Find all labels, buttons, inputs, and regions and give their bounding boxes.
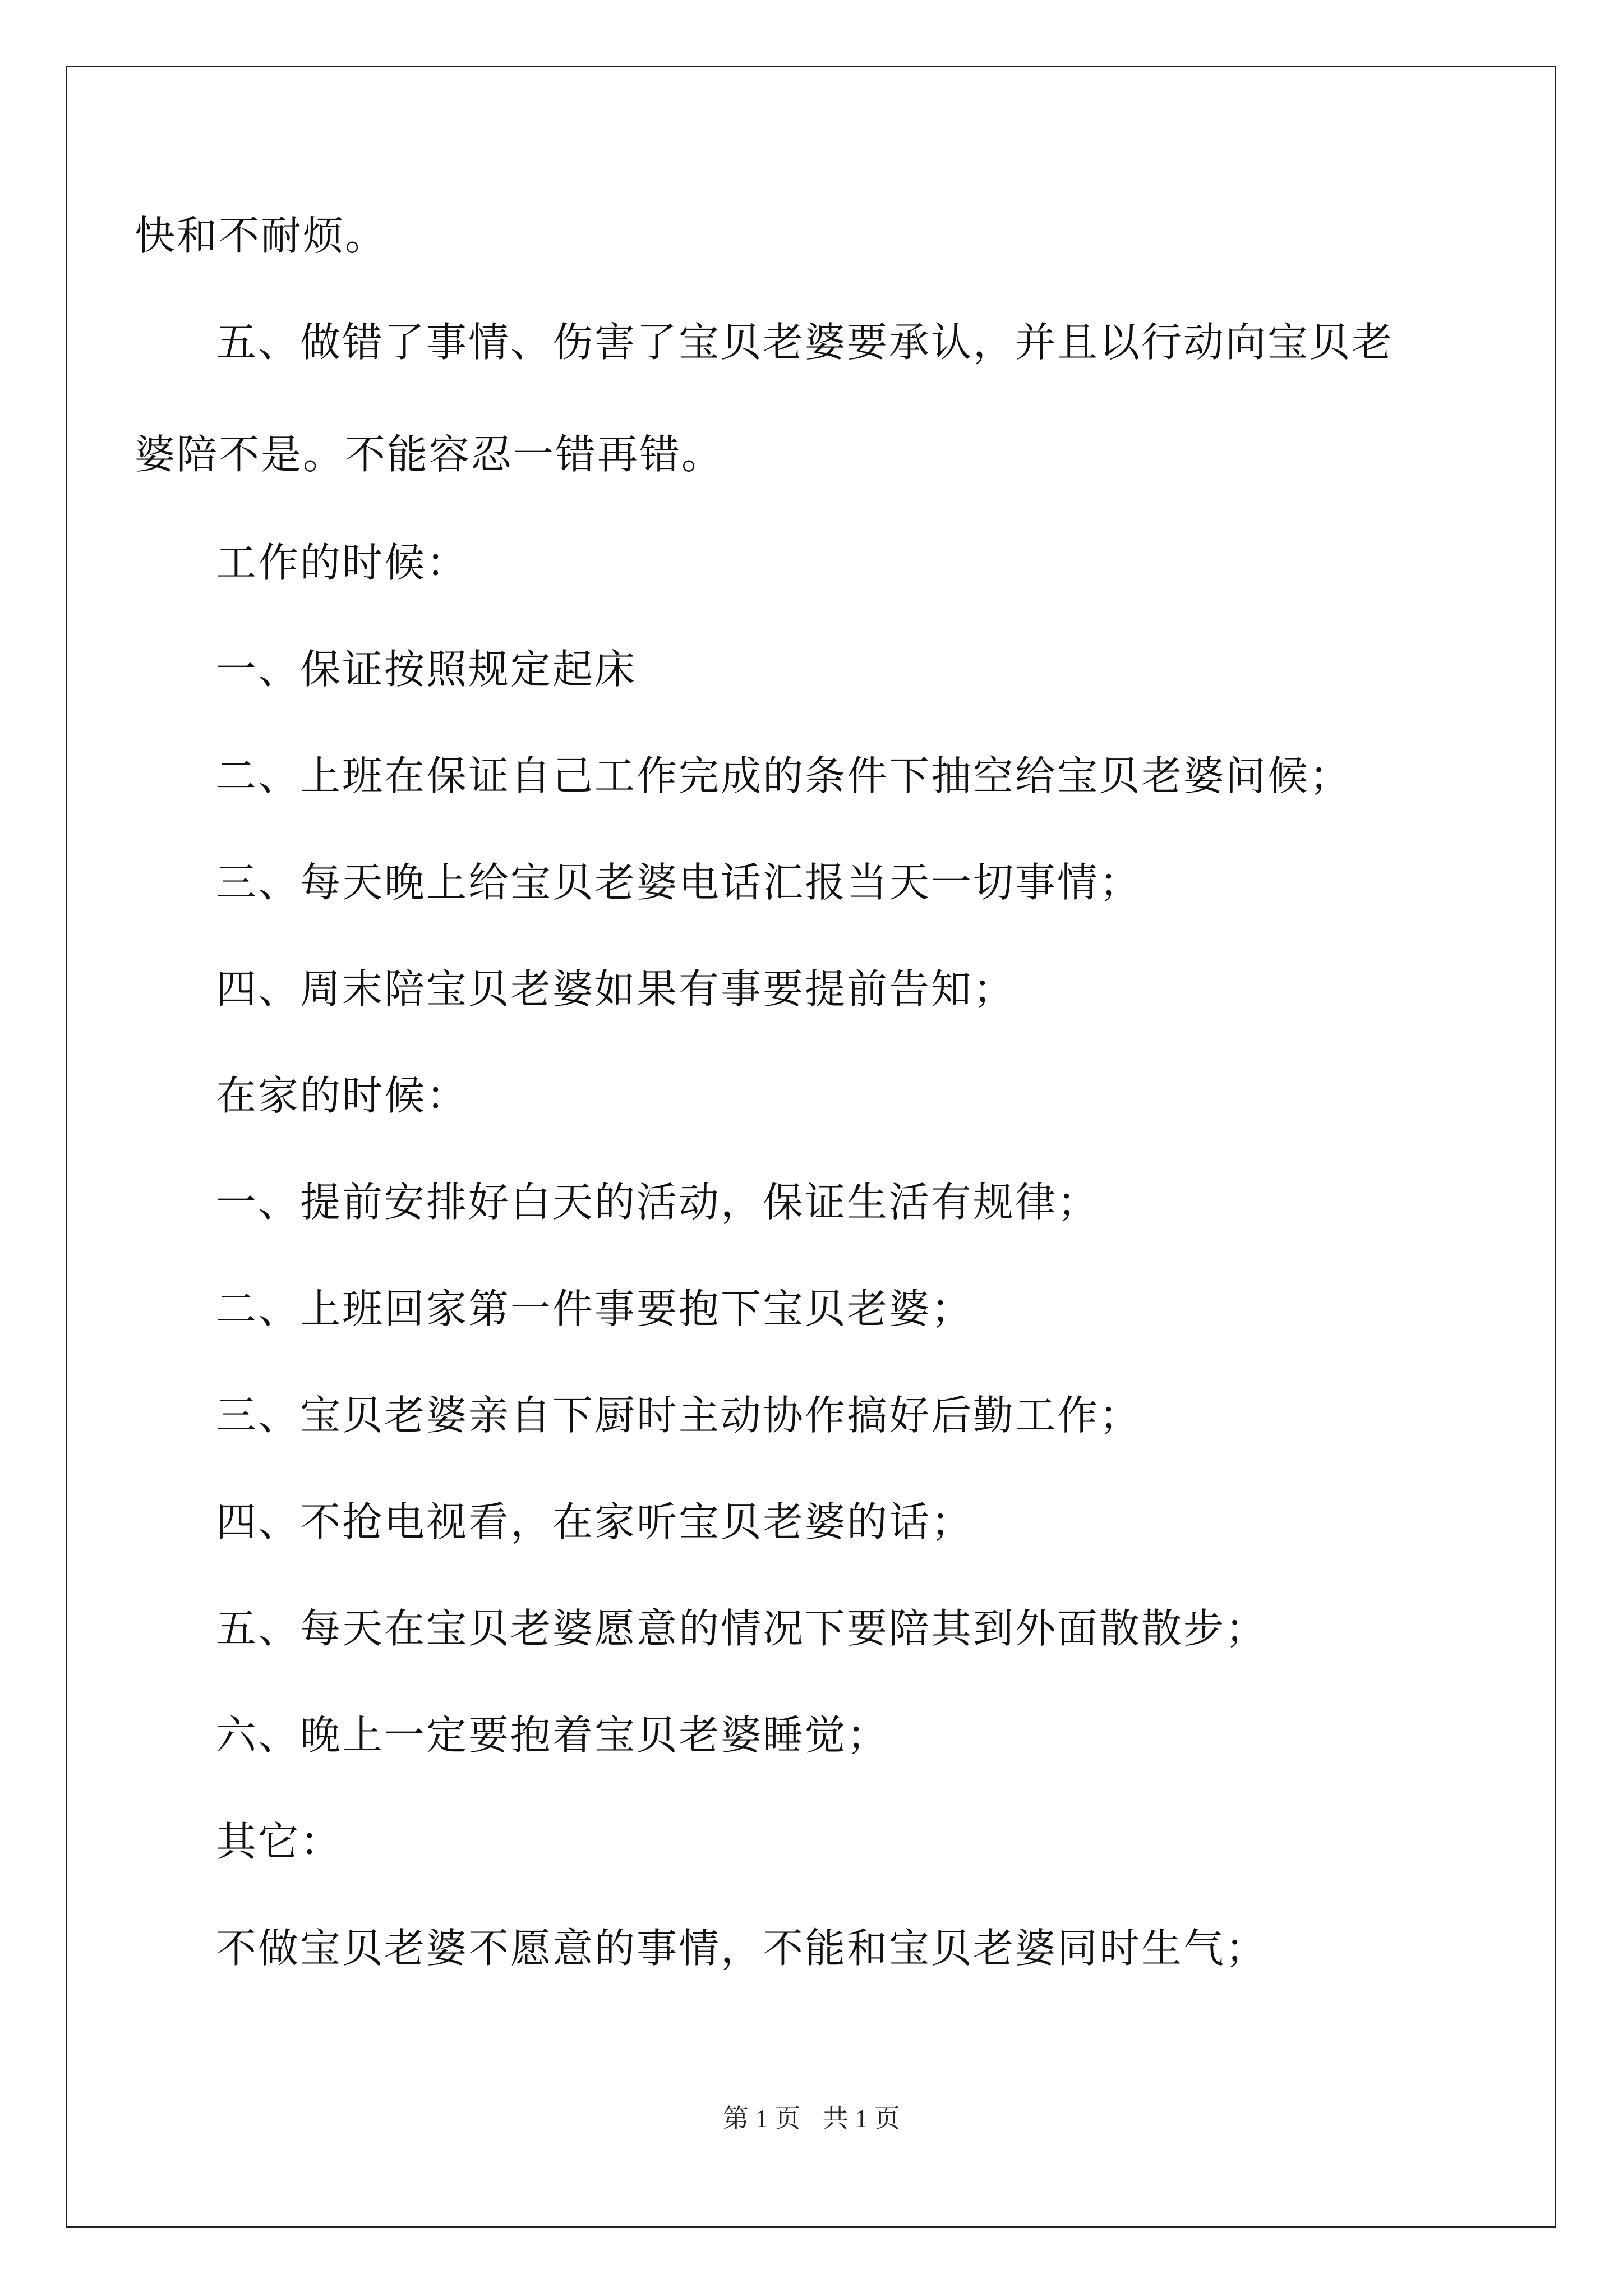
paragraph-line: 五、做错了事情、伤害了宝贝老婆要承认，并且以行动向宝贝老	[216, 319, 1394, 366]
page-border	[66, 66, 1556, 2228]
list-item: 一、保证按照规定起床	[216, 646, 637, 693]
list-item: 四、不抢电视看，在家听宝贝老婆的话；	[216, 1498, 974, 1545]
page-number: 第 1 页	[723, 2104, 801, 2133]
list-item: 四、周末陪宝贝老婆如果有事要提前告知；	[216, 965, 1016, 1013]
list-item: 六、晚上一定要抱着宝贝老婆睡觉；	[216, 1711, 889, 1759]
section-heading: 工作的时候：	[216, 539, 469, 586]
list-item: 五、每天在宝贝老婆愿意的情况下要陪其到外面散散步；	[216, 1605, 1268, 1652]
list-item: 三、每天晚上给宝贝老婆电话汇报当天一切事情；	[216, 859, 1142, 906]
paragraph-line: 婆陪不是。不能容忍一错再错。	[135, 431, 724, 478]
list-item: 三、宝贝老婆亲自下厨时主动协作搞好后勤工作；	[216, 1392, 1142, 1439]
section-heading: 其它：	[216, 1818, 343, 1865]
list-item: 二、上班在保证自己工作完成的条件下抽空给宝贝老婆问候；	[216, 752, 1352, 799]
page-total: 共 1 页	[822, 2104, 900, 2133]
list-item: 一、提前安排好白天的活动，保证生活有规律；	[216, 1179, 1100, 1226]
paragraph-line: 快和不耐烦。	[135, 212, 388, 259]
list-item: 二、上班回家第一件事要抱下宝贝老婆；	[216, 1285, 974, 1332]
section-heading: 在家的时候：	[216, 1072, 469, 1119]
page-footer	[0, 2102, 1623, 2136]
paragraph-line: 不做宝贝老婆不愿意的事情，不能和宝贝老婆同时生气；	[216, 1925, 1268, 1972]
